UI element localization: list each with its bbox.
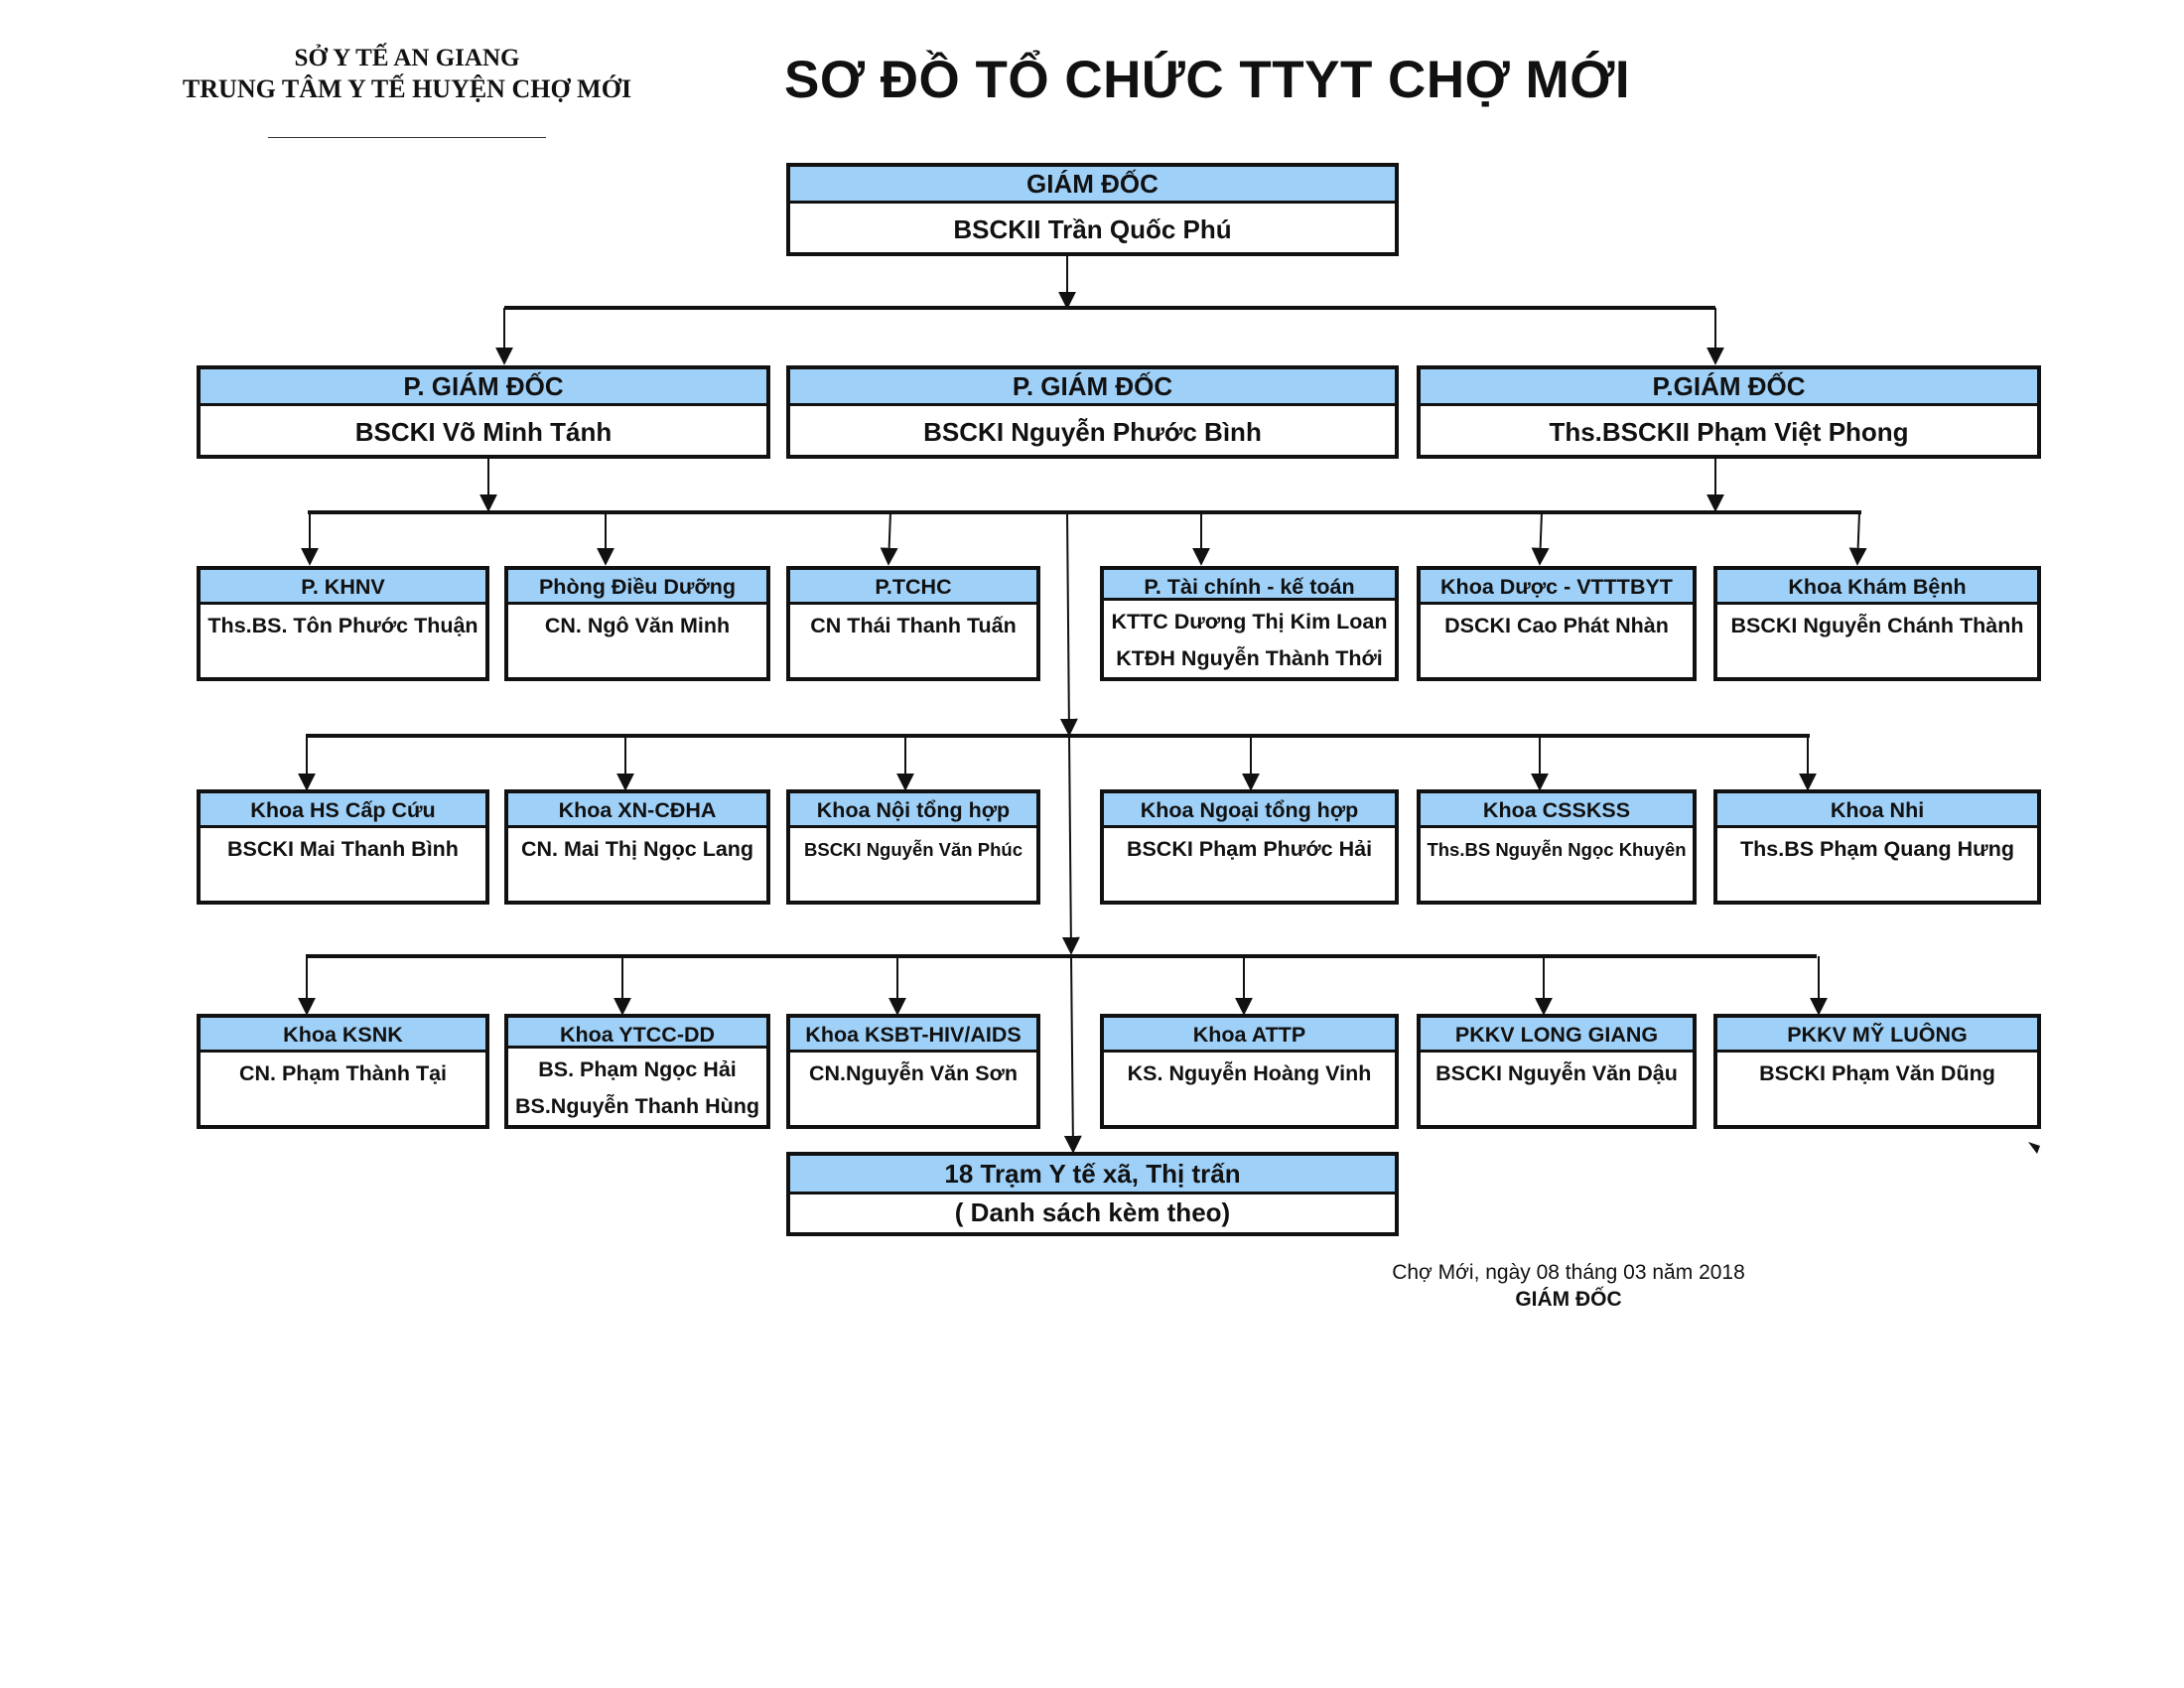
unit-box-duoc: [1417, 566, 1697, 681]
unit-title: PKKV LONG GIANG: [1421, 1018, 1693, 1053]
unit-title: P. Tài chính - kế toán: [1104, 570, 1395, 601]
unit-box-pkkv-long-giang: [1417, 1014, 1697, 1129]
unit-head-name: CN. Mai Thị Ngọc Lang: [520, 837, 754, 861]
unit-head-name: DSCKI Cao Phát Nhàn: [1444, 614, 1669, 637]
unit-title: Khoa XN-CĐHA: [508, 793, 766, 828]
stations-title: 18 Trạm Y tế xã, Thị trấn: [790, 1156, 1395, 1195]
unit-box-kham-benh: [1713, 566, 2041, 681]
row1-drop-3: [888, 512, 890, 564]
director-box: [786, 163, 1399, 256]
unit-head-name: CN Thái Thanh Tuấn: [810, 614, 1017, 637]
unit-title: Khoa KSNK: [201, 1018, 485, 1053]
unit-head-name: Ths.BS Phạm Quang Hưng: [1740, 837, 2014, 861]
row1-drop-5: [1540, 512, 1542, 564]
unit-box-dieu-duong: [504, 566, 770, 681]
unit-box-ytcc-dd: [504, 1014, 770, 1129]
unit-box-ksbt-hiv-aids: [786, 1014, 1040, 1129]
unit-head-name: BSCKI Mai Thanh Bình: [227, 837, 459, 861]
unit-head-name: Ths.BS. Tôn Phước Thuận: [207, 614, 478, 637]
unit-deputy-name: KTĐH Nguyễn Thành Thới: [1116, 646, 1383, 670]
unit-head-name: KS. Nguyễn Hoàng Vinh: [1127, 1061, 1372, 1085]
unit-title: Khoa KSBT-HIV/AIDS: [790, 1018, 1036, 1053]
trunk-to-row3: [1069, 735, 1071, 953]
deputy-name: BSCKI Võ Minh Tánh: [354, 417, 613, 447]
deputy-title: P.GIÁM ĐỐC: [1421, 369, 2037, 406]
deputy-box-1: [197, 365, 770, 459]
director-name: BSCKII Trần Quốc Phú: [953, 214, 1232, 244]
deputy-name: Ths.BSCKII Phạm Việt Phong: [1549, 417, 1909, 447]
unit-title: Khoa CSSKSS: [1421, 793, 1693, 828]
deputy-box-2: [786, 365, 1399, 459]
unit-box-attp: [1100, 1014, 1399, 1129]
unit-box-noi-tong-hop: [786, 789, 1040, 905]
unit-title: Khoa Nội tổng hợp: [790, 793, 1036, 828]
unit-deputy-name: BS.Nguyễn Thanh Hùng: [514, 1094, 760, 1118]
trunk-to-stations: [1071, 956, 1073, 1152]
stray-arrow-mark: [2028, 1142, 2040, 1154]
unit-head-name: BSCKI Nguyễn Chánh Thành: [1730, 614, 2024, 637]
unit-head-name: BSCKI Phạm Văn Dũng: [1759, 1061, 1995, 1085]
unit-head-name: BS. Phạm Ngọc Hải: [538, 1057, 737, 1081]
unit-box-hs-cap-cuu: [197, 789, 489, 905]
unit-title: Khoa ATTP: [1104, 1018, 1395, 1053]
deputy-name: BSCKI Nguyễn Phước Bình: [923, 417, 1262, 447]
stations-note: ( Danh sách kèm theo): [954, 1197, 1231, 1227]
unit-head-name: CN.Nguyễn Văn Sơn: [808, 1061, 1018, 1085]
unit-head-name: BSCKI Phạm Phước Hải: [1126, 837, 1373, 861]
unit-title: Khoa HS Cấp Cứu: [201, 793, 485, 828]
unit-box-nhi: [1713, 789, 2041, 905]
unit-title: PKKV MỸ LUÔNG: [1717, 1018, 2037, 1053]
unit-head-name: BSCKI Nguyễn Văn Phúc: [804, 839, 1023, 860]
page-title: SƠ ĐỒ TỔ CHỨC TTYT CHỢ MỚI: [784, 51, 1631, 109]
unit-box-csskss: [1417, 789, 1697, 905]
unit-title: Khoa Khám Bệnh: [1717, 570, 2037, 605]
unit-head-name: Ths.BS Nguyễn Ngọc Khuyên: [1427, 839, 1687, 860]
trunk-to-row2: [1067, 512, 1069, 735]
unit-title: Phòng Điều Dưỡng: [508, 570, 766, 605]
unit-title: Khoa Dược - VTTTBYT: [1421, 570, 1693, 605]
unit-box-ngoai-tong-hop: [1100, 789, 1399, 905]
unit-head-name: CN. Phạm Thành Tại: [238, 1061, 448, 1085]
signature-block: [1320, 1259, 1817, 1313]
signature-date: Chợ Mới, ngày 08 tháng 03 năm 2018: [1392, 1261, 1745, 1284]
deputy-title: P. GIÁM ĐỐC: [790, 369, 1395, 406]
signature-title: GIÁM ĐỐC: [1515, 1288, 1622, 1311]
unit-box-xn-cdha: [504, 789, 770, 905]
unit-box-tchc: [786, 566, 1040, 681]
unit-head-name: KTTC Dương Thị Kim Loan: [1111, 610, 1388, 633]
stations-box: [786, 1152, 1399, 1236]
unit-box-ksnk: [197, 1014, 489, 1129]
director-title: GIÁM ĐỐC: [790, 167, 1395, 204]
unit-title: Khoa YTCC-DD: [508, 1018, 766, 1049]
unit-title: P.TCHC: [790, 570, 1036, 605]
unit-title: P. KHNV: [201, 570, 485, 605]
deputy-title: P. GIÁM ĐỐC: [201, 369, 766, 406]
unit-head-name: BSCKI Nguyễn Văn Dậu: [1435, 1061, 1678, 1085]
department-name: SỞ Y TẾ AN GIANG: [294, 45, 520, 71]
row1-drop-6: [1857, 512, 1859, 564]
unit-title: Khoa Nhi: [1717, 793, 2037, 828]
unit-box-pkkv-my-luong: [1713, 1014, 2041, 1129]
unit-title: Khoa Ngoại tổng hợp: [1104, 793, 1395, 828]
unit-box-khnv: [197, 566, 489, 681]
center-name: TRUNG TÂM Y TẾ HUYỆN CHỢ MỚI: [182, 74, 632, 103]
deputy-box-3: [1417, 365, 2041, 459]
unit-head-name: CN. Ngô Văn Minh: [544, 614, 731, 637]
unit-box-tai-chinh: [1100, 566, 1399, 681]
